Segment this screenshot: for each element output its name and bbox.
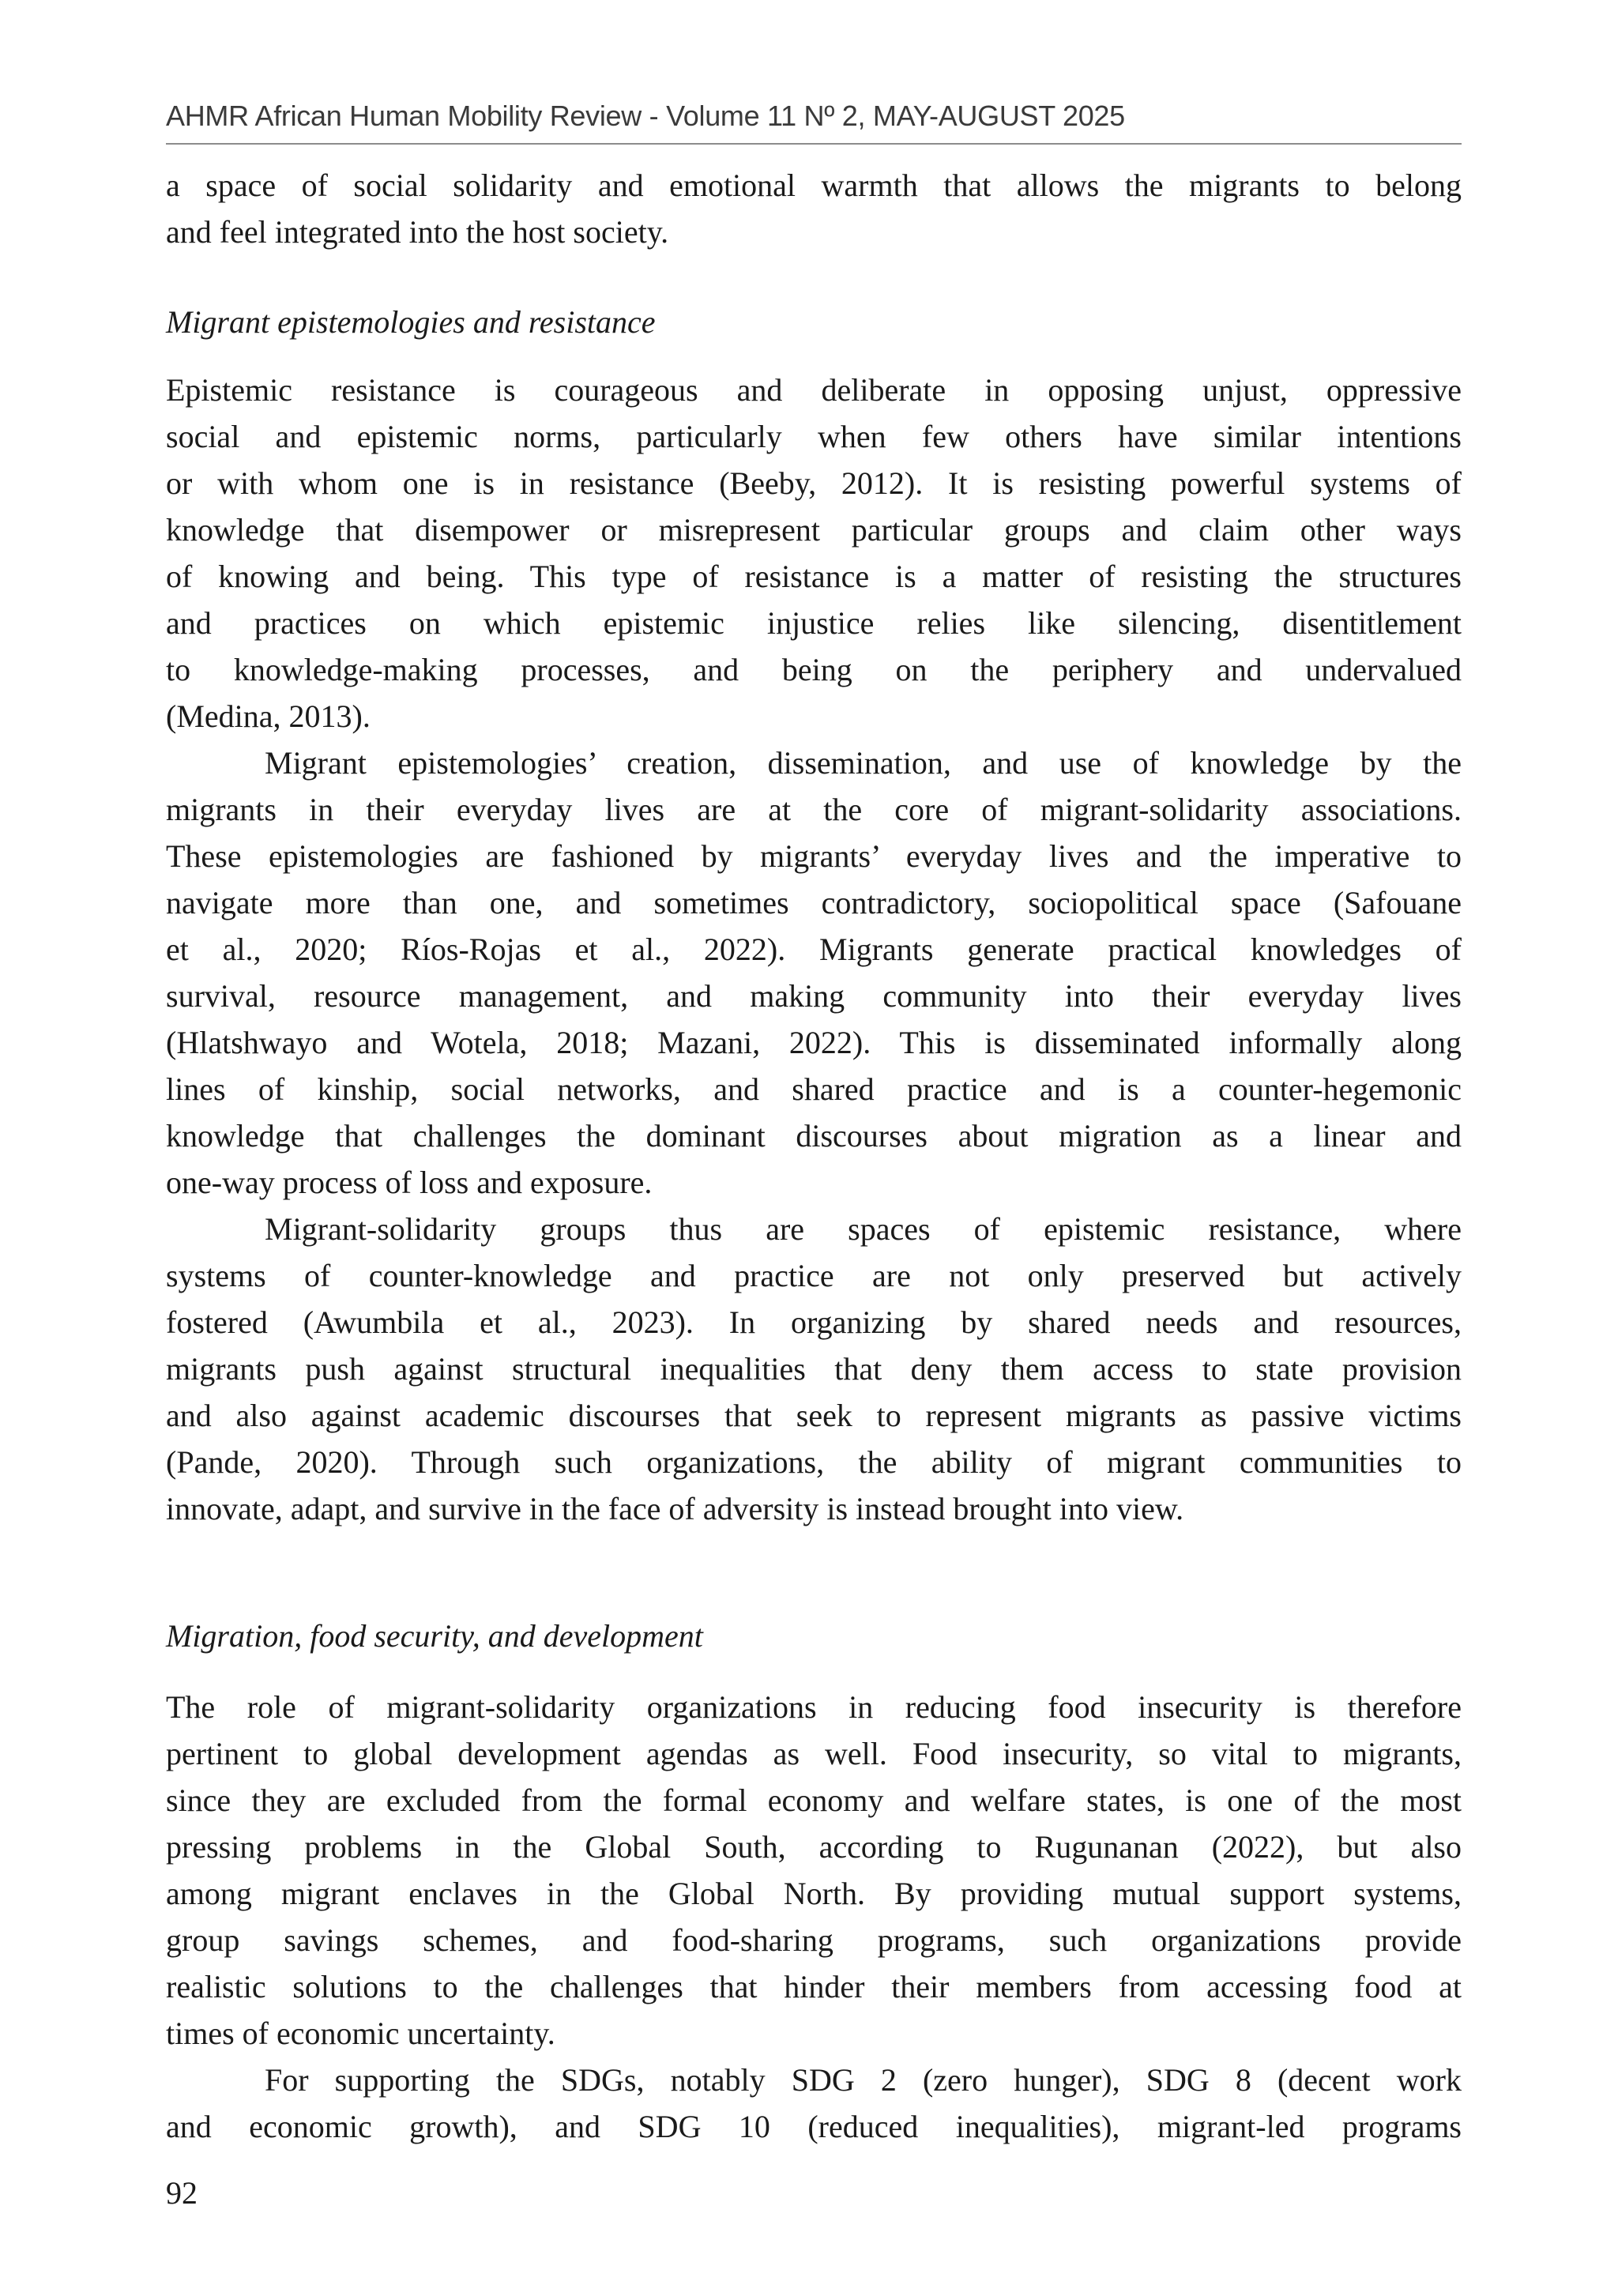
text-line: migrants push against structural inequalities that deny them access to state provision: [166, 1351, 1462, 1387]
text-line: and also against academic discourses that seek to represent migrants as passive victims: [166, 1398, 1462, 1433]
text-line: and feel integrated into the host society.: [166, 214, 669, 250]
text-line: realistic solutions to the challenges that hinder their members from accessing food at: [166, 1969, 1462, 2004]
text-line: systems of counter-knowledge and practice are not only preserved but actively: [166, 1258, 1462, 1293]
text-line: knowledge that challenges the dominant discourses about migration as a linear and: [166, 1118, 1462, 1154]
running-header: AHMR African Human Mobility Review - Volume 11 Nº 2, MAY-AUGUST 2025: [166, 100, 1125, 132]
text-line: migrants in their everyday lives are at the core of migrant-solidarity associations.: [166, 792, 1462, 827]
text-line: et al., 2020; Ríos-Rojas et al., 2022). Migrants generate practical knowledges of: [166, 932, 1462, 967]
text-line: (Medina, 2013).: [166, 698, 371, 734]
text-line: or with whom one is in resistance (Beeby, 2012). It is resisting powerful systems of: [166, 465, 1462, 501]
text-line: Epistemic resistance is courageous and deliberate in opposing unjust, oppressive: [166, 372, 1462, 408]
page-number: 92: [166, 2175, 198, 2211]
text-line: fostered (Awumbila et al., 2023). In organizing by shared needs and resources,: [166, 1304, 1462, 1340]
text-line: one-way process of loss and exposure.: [166, 1165, 653, 1200]
text-line: lines of kinship, social networks, and shared practice and is a counter-hegemonic: [166, 1071, 1462, 1107]
header-rule: [166, 143, 1462, 145]
text-line: to knowledge-making processes, and being on the periphery and undervalued: [166, 652, 1462, 687]
text-line: of knowing and being. This type of resistance is a matter of resisting the structures: [166, 559, 1462, 594]
section-body-epistemologies: [166, 367, 1462, 1532]
text-line: times of economic uncertainty.: [166, 2016, 555, 2051]
text-line: (Hlatshwayo and Wotela, 2018; Mazani, 2022). This is disseminated informally along: [166, 1025, 1462, 1060]
text-line: The role of migrant-solidarity organizations in reducing food insecurity is therefore: [166, 1689, 1462, 1725]
text-line: since they are excluded from the formal economy and welfare states, is one of the most: [166, 1782, 1462, 1818]
text-line: Migrant epistemologies’ creation, dissemination, and use of knowledge by the: [265, 745, 1462, 781]
text-line: navigate more than one, and sometimes contradictory, sociopolitical space (Safouane: [166, 885, 1462, 920]
text-line: (Pande, 2020). Through such organizations, the ability of migrant communities to: [166, 1444, 1462, 1480]
text-line: knowledge that disempower or misrepresent particular groups and claim other ways: [166, 512, 1462, 548]
text-line: a space of social solidarity and emotional warmth that allows the migrants to belong: [166, 167, 1462, 203]
text-line: For supporting the SDGs, notably SDG 2 (zero hunger), SDG 8 (decent work: [265, 2062, 1462, 2098]
section-heading-epistemologies: Migrant epistemologies and resistance: [166, 304, 656, 340]
text-line: survival, resource management, and making community into their everyday lives: [166, 978, 1462, 1014]
text-line: and practices on which epistemic injustice relies like silencing, disentitlement: [166, 605, 1462, 641]
section-body-food-security: [166, 1684, 1462, 2150]
text-line: pressing problems in the Global South, according to Rugunanan (2022), but also: [166, 1829, 1462, 1865]
text-line: These epistemologies are fashioned by migrants’ everyday lives and the imperative to: [166, 838, 1462, 874]
text-line: group savings schemes, and food-sharing programs, such organizations provide: [166, 1922, 1462, 1958]
intro-paragraph: [166, 162, 1462, 255]
text-line: innovate, adapt, and survive in the face of adversity is instead brought into view.: [166, 1491, 1184, 1526]
text-line: among migrant enclaves in the Global North. By providing mutual support systems,: [166, 1876, 1462, 1911]
text-line: pertinent to global development agendas as well. Food insecurity, so vital to migrants,: [166, 1736, 1462, 1771]
text-line: social and epistemic norms, particularly when few others have similar intentions: [166, 419, 1462, 454]
text-line: and economic growth), and SDG 10 (reduced inequalities), migrant-led programs: [166, 2109, 1462, 2144]
section-heading-food-security: Migration, food security, and development: [166, 1618, 703, 1654]
text-line: Migrant-solidarity groups thus are spaces of epistemic resistance, where: [265, 1211, 1462, 1247]
